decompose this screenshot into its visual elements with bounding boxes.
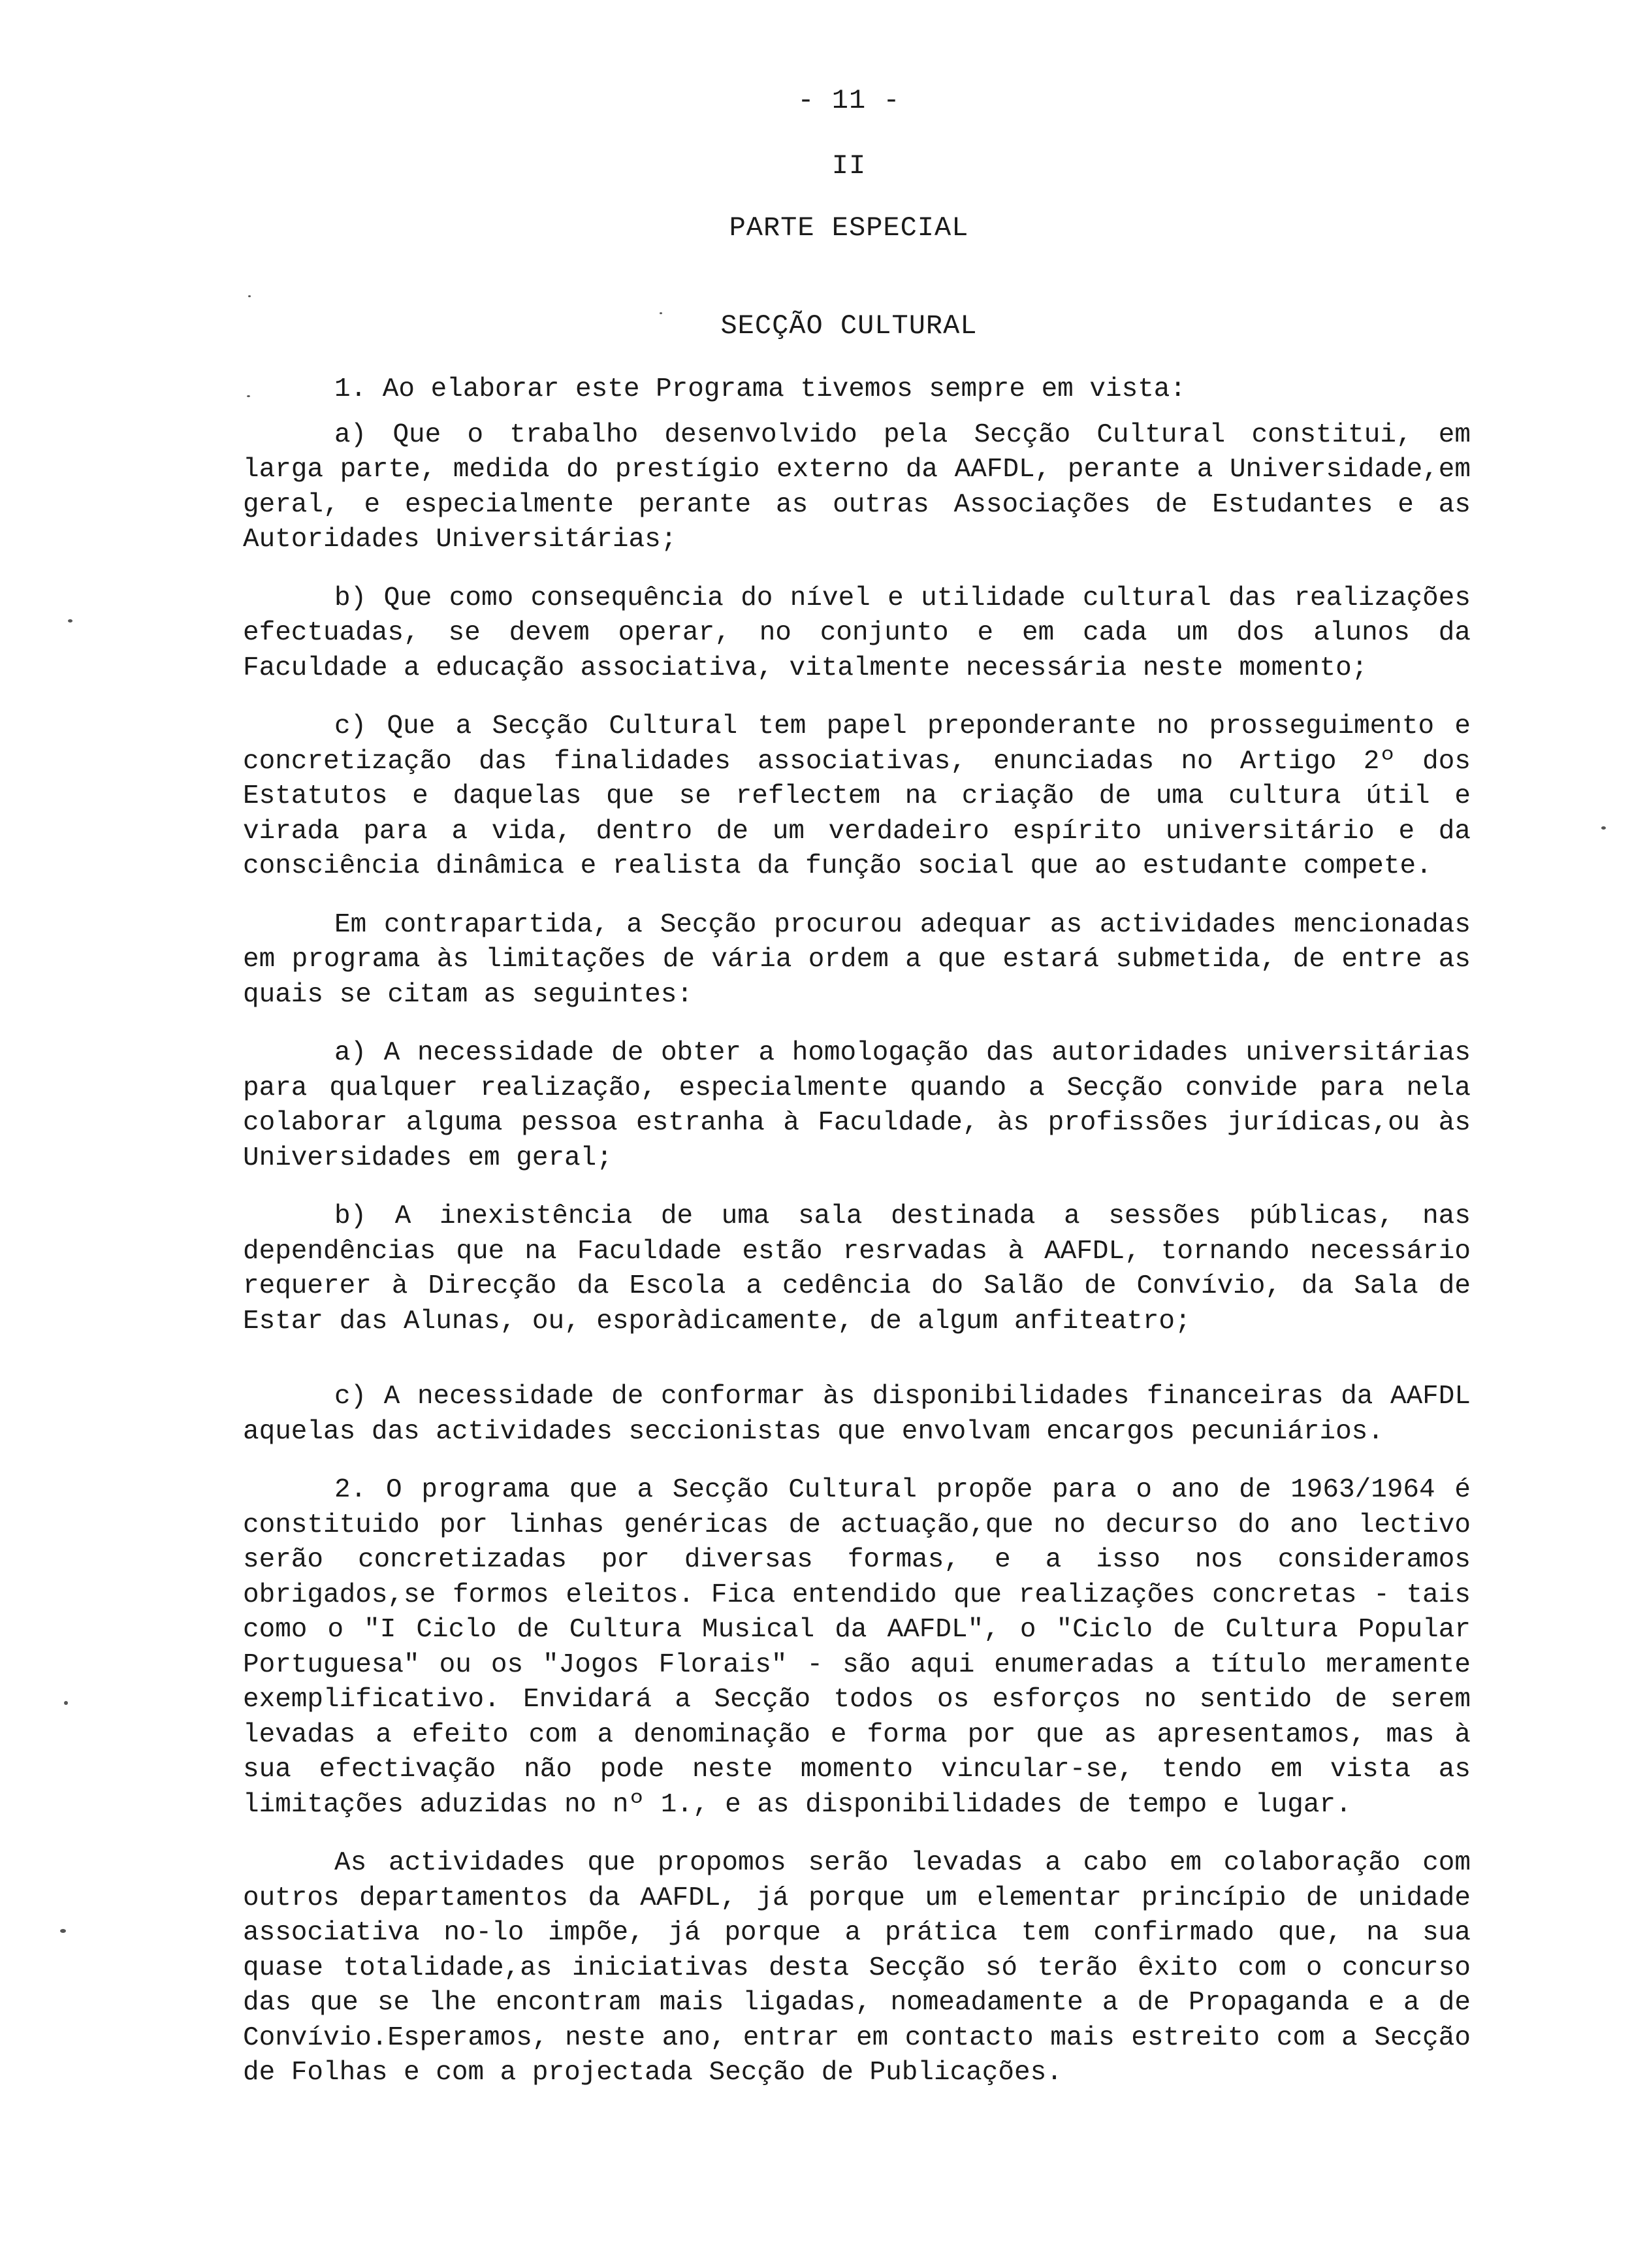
paragraph-limit-c: c) A necessidade de conformar às disponibilidades financeiras da AAFDL aquelas das actividades seccionistas que envolvam encargos pecuniários.: [243, 1382, 1471, 1447]
scan-speck: [60, 1929, 66, 1933]
paragraph-item-b: b) Que como consequência do nível e utilidade cultural das realizações efectuadas, se devem operar, no conjunto e em cada um dos alunos da Faculdade a educação associativa, vitalmente necessária neste momento;: [243, 583, 1471, 683]
paragraph-item-c: c) Que a Secção Cultural tem papel preponderante no prosseguimento e concretização das finalidades associativas, enunciadas no Artigo 2º dos Estatutos e daquelas que se reflectem na criação de uma cultura útil e virada para a vida, dentro de um verdadeiro espírito universitário e da consciência dinâmica e realista da função social que ao estudante compete.: [243, 711, 1471, 881]
scan-speck: [1601, 826, 1606, 830]
section-title: SECÇÃO CULTURAL: [720, 310, 978, 342]
body-text: [243, 372, 1471, 2091]
scan-speck: [248, 295, 251, 297]
paragraph-programme: 2. O programa que a Secção Cultural propõe para o ano de 1963/1964 é constituido por linhas genéricas de actuação,que no decurso do ano lectivo serão concretizadas por diversas formas, e a isso nos consideramos obrigados,se formos eleitos. Fica entendido que realizações concretas - tais como o "I Ciclo de Cultura Musical da AAFDL", o "Ciclo de Cultura Popular Portuguesa" ou os "Jogos Florais" - são aqui enumeradas a título meramente exemplificativo. Envidará a Secção todos os esforços no sentido de serem levadas a efeito com a denominação e forma por que as apresentamos, mas à sua efectivação não pode neste momento vincular-se, tendo em vista as limitações aduzidas no nº 1., e as disponibilidades de tempo e lugar.: [243, 1475, 1471, 1820]
paragraph-collaboration: As actividades que propomos serão levadas a cabo em colaboração com outros departamentos da AAFDL, já porque um elementar princípio de unidade associativa no-lo impõe, já porque a prática tem confirmado que, na sua quase totalidade,as iniciativas desta Secção só terão êxito com o concurso das que se lhe encontram mais ligadas, nomeadamente a de Propaganda e a de Convívio.Esperamos, neste ano, entrar em contacto mais estreito com a Secção de Folhas e com a projectada Secção de Publicações.: [243, 1848, 1471, 2088]
scan-speck: [68, 619, 72, 623]
page-number: - 11 -: [797, 85, 901, 116]
part-numeral: II: [831, 150, 867, 182]
scan-speck: [660, 312, 662, 314]
scan-speck: [247, 395, 250, 397]
paragraph-limit-b: b) A inexistência de uma sala destinada a sessões públicas, nas dependências que na Faculdade estão resrvadas à AAFDL, tornando necessário requerer à Direcção da Escola a cedência do Salão de Convívio, da Sala de Estar das Alunas, ou, esporàdicamente, de algum anfiteatro;: [243, 1201, 1471, 1336]
paragraph-intro: 1. Ao elaborar este Programa tivemos sempre em vista:: [334, 374, 1187, 404]
part-title: PARTE ESPECIAL: [729, 212, 969, 244]
scan-speck: [64, 1701, 68, 1705]
paragraph-counterpart: Em contrapartida, a Secção procurou adequar as actividades mencionadas em programa às limitações de vária ordem a que estará submetida, de entre as quais se citam as seguintes:: [243, 909, 1471, 1010]
paragraph-limit-a: a) A necessidade de obter a homologação das autoridades universitárias para qualquer realização, especialmente quando a Secção convide para nela colaborar alguma pessoa estranha à Faculdade, às profissões jurídicas,ou às Universidades em geral;: [243, 1038, 1471, 1173]
paragraph-item-a: a) Que o trabalho desenvolvido pela Secção Cultural constitui, em larga parte, medida do prestígio externo da AAFDL, perante a Universidade,em geral, e especialmente perante as outras Associações de Estudantes e as Autoridades Universitárias;: [243, 419, 1471, 555]
